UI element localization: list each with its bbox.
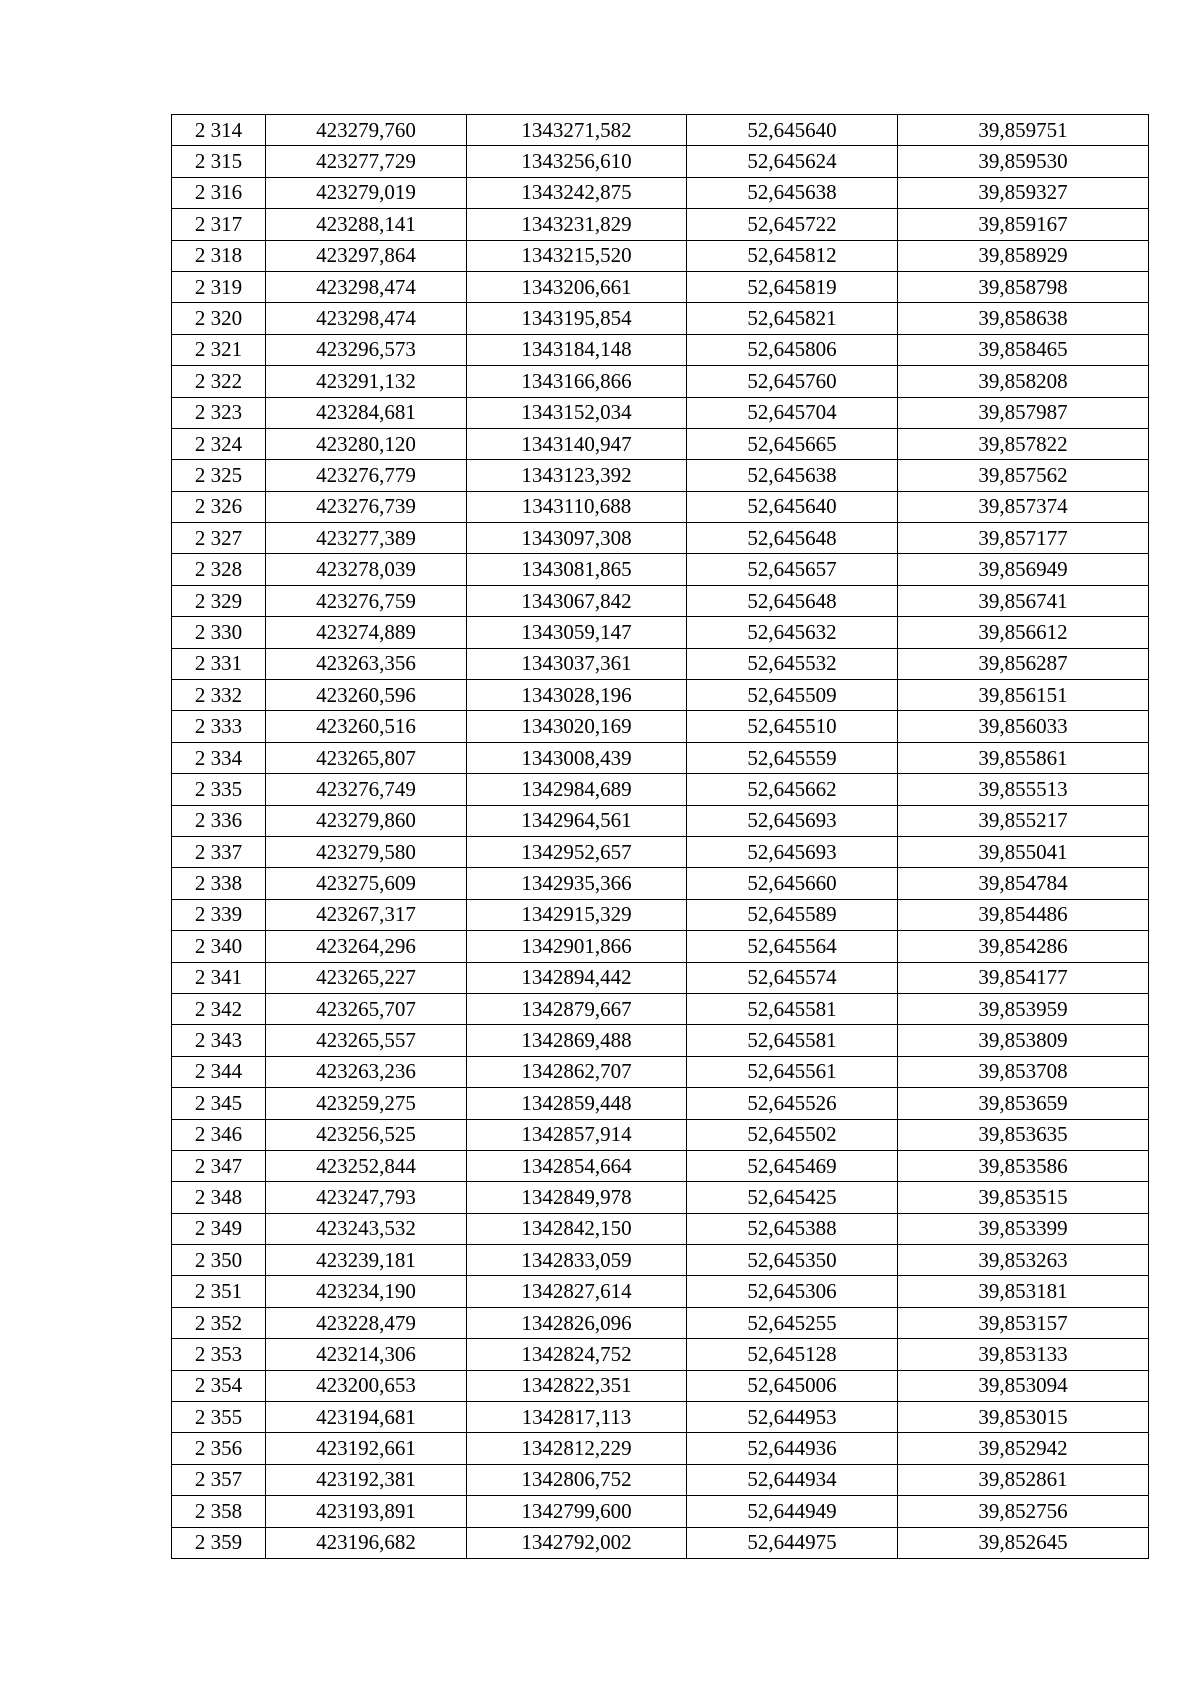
- coord-x-cell: 423259,275: [266, 1088, 467, 1119]
- longitude-cell: 39,853263: [898, 1245, 1149, 1276]
- latitude-cell: 52,645350: [687, 1245, 898, 1276]
- table-row: [172, 177, 1149, 208]
- table-row: [172, 1056, 1149, 1087]
- latitude-cell: 52,645502: [687, 1119, 898, 1150]
- point-number-cell: 2 355: [172, 1402, 266, 1433]
- latitude-cell: 52,645589: [687, 899, 898, 930]
- latitude-cell: 52,645722: [687, 209, 898, 240]
- coord-y-cell: 1343140,947: [467, 428, 687, 459]
- point-number-cell: 2 325: [172, 460, 266, 491]
- coord-y-cell: 1342859,448: [467, 1088, 687, 1119]
- point-number-cell: 2 346: [172, 1119, 266, 1150]
- longitude-cell: 39,853133: [898, 1339, 1149, 1370]
- point-number-cell: 2 340: [172, 931, 266, 962]
- longitude-cell: 39,857987: [898, 397, 1149, 428]
- latitude-cell: 52,645819: [687, 271, 898, 302]
- longitude-cell: 39,858929: [898, 240, 1149, 271]
- coord-x-cell: 423279,019: [266, 177, 467, 208]
- latitude-cell: 52,645469: [687, 1150, 898, 1181]
- longitude-cell: 39,858465: [898, 334, 1149, 365]
- coord-x-cell: 423274,889: [266, 617, 467, 648]
- coord-y-cell: 1343206,661: [467, 271, 687, 302]
- coord-y-cell: 1342901,866: [467, 931, 687, 962]
- point-number-cell: 2 332: [172, 680, 266, 711]
- table-row: [172, 397, 1149, 428]
- table-row: [172, 1307, 1149, 1338]
- point-number-cell: 2 344: [172, 1056, 266, 1087]
- coord-x-cell: 423277,389: [266, 523, 467, 554]
- coord-y-cell: 1342792,002: [467, 1527, 687, 1558]
- table-row: [172, 146, 1149, 177]
- point-number-cell: 2 351: [172, 1276, 266, 1307]
- latitude-cell: 52,645693: [687, 805, 898, 836]
- latitude-cell: 52,645306: [687, 1276, 898, 1307]
- longitude-cell: 39,855041: [898, 836, 1149, 867]
- latitude-cell: 52,644975: [687, 1527, 898, 1558]
- coord-y-cell: 1343028,196: [467, 680, 687, 711]
- coord-x-cell: 423288,141: [266, 209, 467, 240]
- longitude-cell: 39,856151: [898, 680, 1149, 711]
- coord-y-cell: 1342822,351: [467, 1370, 687, 1401]
- latitude-cell: 52,645640: [687, 115, 898, 146]
- point-number-cell: 2 326: [172, 491, 266, 522]
- coord-x-cell: 423279,860: [266, 805, 467, 836]
- coord-y-cell: 1342879,667: [467, 993, 687, 1024]
- coord-y-cell: 1342842,150: [467, 1213, 687, 1244]
- point-number-cell: 2 357: [172, 1464, 266, 1495]
- coord-y-cell: 1343110,688: [467, 491, 687, 522]
- longitude-cell: 39,854286: [898, 931, 1149, 962]
- table-row: [172, 742, 1149, 773]
- coord-x-cell: 423291,132: [266, 366, 467, 397]
- longitude-cell: 39,856287: [898, 648, 1149, 679]
- point-number-cell: 2 330: [172, 617, 266, 648]
- longitude-cell: 39,852756: [898, 1496, 1149, 1527]
- coord-y-cell: 1343242,875: [467, 177, 687, 208]
- coord-x-cell: 423298,474: [266, 271, 467, 302]
- coord-x-cell: 423284,681: [266, 397, 467, 428]
- table-row: [172, 585, 1149, 616]
- point-number-cell: 2 320: [172, 303, 266, 334]
- coord-x-cell: 423260,516: [266, 711, 467, 742]
- longitude-cell: 39,855513: [898, 774, 1149, 805]
- coord-x-cell: 423234,190: [266, 1276, 467, 1307]
- coord-y-cell: 1342894,442: [467, 962, 687, 993]
- table-row: [172, 1339, 1149, 1370]
- table-row: [172, 648, 1149, 679]
- coord-x-cell: 423192,661: [266, 1433, 467, 1464]
- point-number-cell: 2 334: [172, 742, 266, 773]
- coord-x-cell: 423239,181: [266, 1245, 467, 1276]
- point-number-cell: 2 343: [172, 1025, 266, 1056]
- coord-x-cell: 423280,120: [266, 428, 467, 459]
- point-number-cell: 2 339: [172, 899, 266, 930]
- latitude-cell: 52,645581: [687, 1025, 898, 1056]
- latitude-cell: 52,645704: [687, 397, 898, 428]
- coord-y-cell: 1342849,978: [467, 1182, 687, 1213]
- latitude-cell: 52,645812: [687, 240, 898, 271]
- longitude-cell: 39,853015: [898, 1402, 1149, 1433]
- point-number-cell: 2 328: [172, 554, 266, 585]
- coord-x-cell: 423277,729: [266, 146, 467, 177]
- latitude-cell: 52,645388: [687, 1213, 898, 1244]
- latitude-cell: 52,645510: [687, 711, 898, 742]
- point-number-cell: 2 349: [172, 1213, 266, 1244]
- coord-x-cell: 423214,306: [266, 1339, 467, 1370]
- coord-y-cell: 1343008,439: [467, 742, 687, 773]
- coord-y-cell: 1343059,147: [467, 617, 687, 648]
- longitude-cell: 39,853635: [898, 1119, 1149, 1150]
- table-row: [172, 240, 1149, 271]
- point-number-cell: 2 356: [172, 1433, 266, 1464]
- coord-y-cell: 1343067,842: [467, 585, 687, 616]
- latitude-cell: 52,644934: [687, 1464, 898, 1495]
- coord-x-cell: 423276,749: [266, 774, 467, 805]
- coord-x-cell: 423265,707: [266, 993, 467, 1024]
- longitude-cell: 39,857822: [898, 428, 1149, 459]
- longitude-cell: 39,853515: [898, 1182, 1149, 1213]
- coord-x-cell: 423275,609: [266, 868, 467, 899]
- coord-x-cell: 423243,532: [266, 1213, 467, 1244]
- point-number-cell: 2 358: [172, 1496, 266, 1527]
- point-number-cell: 2 335: [172, 774, 266, 805]
- latitude-cell: 52,645632: [687, 617, 898, 648]
- point-number-cell: 2 348: [172, 1182, 266, 1213]
- latitude-cell: 52,645648: [687, 585, 898, 616]
- coord-y-cell: 1343271,582: [467, 115, 687, 146]
- point-number-cell: 2 336: [172, 805, 266, 836]
- table-row: [172, 774, 1149, 805]
- coordinates-table-body: [172, 115, 1149, 1559]
- latitude-cell: 52,645657: [687, 554, 898, 585]
- coord-x-cell: 423194,681: [266, 1402, 467, 1433]
- longitude-cell: 39,853181: [898, 1276, 1149, 1307]
- coord-x-cell: 423297,864: [266, 240, 467, 271]
- latitude-cell: 52,644949: [687, 1496, 898, 1527]
- coordinates-table: [171, 114, 1149, 1559]
- longitude-cell: 39,852645: [898, 1527, 1149, 1558]
- coord-x-cell: 423276,759: [266, 585, 467, 616]
- point-number-cell: 2 333: [172, 711, 266, 742]
- point-number-cell: 2 329: [172, 585, 266, 616]
- point-number-cell: 2 321: [172, 334, 266, 365]
- point-number-cell: 2 345: [172, 1088, 266, 1119]
- coord-y-cell: 1343256,610: [467, 146, 687, 177]
- coord-y-cell: 1343020,169: [467, 711, 687, 742]
- coord-y-cell: 1342869,488: [467, 1025, 687, 1056]
- coord-x-cell: 423263,236: [266, 1056, 467, 1087]
- coord-y-cell: 1342799,600: [467, 1496, 687, 1527]
- point-number-cell: 2 352: [172, 1307, 266, 1338]
- latitude-cell: 52,645526: [687, 1088, 898, 1119]
- point-number-cell: 2 319: [172, 271, 266, 302]
- point-number-cell: 2 324: [172, 428, 266, 459]
- coord-x-cell: 423192,381: [266, 1464, 467, 1495]
- table-row: [172, 1213, 1149, 1244]
- point-number-cell: 2 327: [172, 523, 266, 554]
- table-row: [172, 554, 1149, 585]
- coord-y-cell: 1343184,148: [467, 334, 687, 365]
- table-row: [172, 1245, 1149, 1276]
- table-row: [172, 1182, 1149, 1213]
- table-row: [172, 617, 1149, 648]
- point-number-cell: 2 331: [172, 648, 266, 679]
- point-number-cell: 2 316: [172, 177, 266, 208]
- coord-x-cell: 423193,891: [266, 1496, 467, 1527]
- latitude-cell: 52,645665: [687, 428, 898, 459]
- longitude-cell: 39,853094: [898, 1370, 1149, 1401]
- coord-y-cell: 1343231,829: [467, 209, 687, 240]
- longitude-cell: 39,852861: [898, 1464, 1149, 1495]
- longitude-cell: 39,856612: [898, 617, 1149, 648]
- latitude-cell: 52,645574: [687, 962, 898, 993]
- longitude-cell: 39,857177: [898, 523, 1149, 554]
- table-row: [172, 1402, 1149, 1433]
- point-number-cell: 2 354: [172, 1370, 266, 1401]
- longitude-cell: 39,852942: [898, 1433, 1149, 1464]
- coord-y-cell: 1342817,113: [467, 1402, 687, 1433]
- coord-x-cell: 423200,653: [266, 1370, 467, 1401]
- latitude-cell: 52,645638: [687, 460, 898, 491]
- table-row: [172, 460, 1149, 491]
- latitude-cell: 52,645255: [687, 1307, 898, 1338]
- coord-y-cell: 1342964,561: [467, 805, 687, 836]
- coord-y-cell: 1343195,854: [467, 303, 687, 334]
- longitude-cell: 39,856741: [898, 585, 1149, 616]
- table-row: [172, 931, 1149, 962]
- table-row: [172, 115, 1149, 146]
- longitude-cell: 39,854486: [898, 899, 1149, 930]
- latitude-cell: 52,645760: [687, 366, 898, 397]
- latitude-cell: 52,644936: [687, 1433, 898, 1464]
- table-row: [172, 993, 1149, 1024]
- longitude-cell: 39,853708: [898, 1056, 1149, 1087]
- coord-y-cell: 1342984,689: [467, 774, 687, 805]
- point-number-cell: 2 350: [172, 1245, 266, 1276]
- table-row: [172, 209, 1149, 240]
- coord-y-cell: 1342854,664: [467, 1150, 687, 1181]
- table-row: [172, 1527, 1149, 1558]
- point-number-cell: 2 315: [172, 146, 266, 177]
- coord-y-cell: 1342952,657: [467, 836, 687, 867]
- latitude-cell: 52,645624: [687, 146, 898, 177]
- coord-y-cell: 1343097,308: [467, 523, 687, 554]
- table-row: [172, 271, 1149, 302]
- latitude-cell: 52,645561: [687, 1056, 898, 1087]
- coord-y-cell: 1343166,866: [467, 366, 687, 397]
- coord-y-cell: 1342826,096: [467, 1307, 687, 1338]
- coord-x-cell: 423296,573: [266, 334, 467, 365]
- coord-y-cell: 1342862,707: [467, 1056, 687, 1087]
- longitude-cell: 39,858638: [898, 303, 1149, 334]
- coord-x-cell: 423278,039: [266, 554, 467, 585]
- table-row: [172, 491, 1149, 522]
- coord-x-cell: 423260,596: [266, 680, 467, 711]
- latitude-cell: 52,645821: [687, 303, 898, 334]
- latitude-cell: 52,644953: [687, 1402, 898, 1433]
- table-row: [172, 1150, 1149, 1181]
- coord-y-cell: 1342935,366: [467, 868, 687, 899]
- latitude-cell: 52,645006: [687, 1370, 898, 1401]
- point-number-cell: 2 342: [172, 993, 266, 1024]
- table-row: [172, 1276, 1149, 1307]
- longitude-cell: 39,856949: [898, 554, 1149, 585]
- coord-y-cell: 1342915,329: [467, 899, 687, 930]
- longitude-cell: 39,857562: [898, 460, 1149, 491]
- coord-x-cell: 423228,479: [266, 1307, 467, 1338]
- table-row: [172, 1088, 1149, 1119]
- longitude-cell: 39,853959: [898, 993, 1149, 1024]
- coord-x-cell: 423247,793: [266, 1182, 467, 1213]
- latitude-cell: 52,645425: [687, 1182, 898, 1213]
- point-number-cell: 2 337: [172, 836, 266, 867]
- longitude-cell: 39,859530: [898, 146, 1149, 177]
- latitude-cell: 52,645509: [687, 680, 898, 711]
- longitude-cell: 39,857374: [898, 491, 1149, 522]
- latitude-cell: 52,645532: [687, 648, 898, 679]
- table-row: [172, 366, 1149, 397]
- table-row: [172, 1433, 1149, 1464]
- point-number-cell: 2 318: [172, 240, 266, 271]
- table-row: [172, 711, 1149, 742]
- latitude-cell: 52,645559: [687, 742, 898, 773]
- coord-x-cell: 423279,760: [266, 115, 467, 146]
- longitude-cell: 39,853586: [898, 1150, 1149, 1181]
- longitude-cell: 39,855217: [898, 805, 1149, 836]
- table-row: [172, 836, 1149, 867]
- coord-y-cell: 1343123,392: [467, 460, 687, 491]
- table-row: [172, 1119, 1149, 1150]
- point-number-cell: 2 338: [172, 868, 266, 899]
- coord-x-cell: 423298,474: [266, 303, 467, 334]
- longitude-cell: 39,859327: [898, 177, 1149, 208]
- longitude-cell: 39,853399: [898, 1213, 1149, 1244]
- coord-x-cell: 423252,844: [266, 1150, 467, 1181]
- table-row: [172, 303, 1149, 334]
- coord-x-cell: 423196,682: [266, 1527, 467, 1558]
- coord-y-cell: 1342857,914: [467, 1119, 687, 1150]
- longitude-cell: 39,853659: [898, 1088, 1149, 1119]
- latitude-cell: 52,645648: [687, 523, 898, 554]
- coord-x-cell: 423256,525: [266, 1119, 467, 1150]
- latitude-cell: 52,645640: [687, 491, 898, 522]
- coord-y-cell: 1342806,752: [467, 1464, 687, 1495]
- table-row: [172, 1370, 1149, 1401]
- latitude-cell: 52,645662: [687, 774, 898, 805]
- longitude-cell: 39,855861: [898, 742, 1149, 773]
- coord-x-cell: 423265,807: [266, 742, 467, 773]
- longitude-cell: 39,854177: [898, 962, 1149, 993]
- latitude-cell: 52,645806: [687, 334, 898, 365]
- table-row: [172, 868, 1149, 899]
- coord-x-cell: 423265,227: [266, 962, 467, 993]
- table-row: [172, 1496, 1149, 1527]
- coord-x-cell: 423276,779: [266, 460, 467, 491]
- longitude-cell: 39,856033: [898, 711, 1149, 742]
- coord-x-cell: 423264,296: [266, 931, 467, 962]
- table-row: [172, 962, 1149, 993]
- coord-x-cell: 423265,557: [266, 1025, 467, 1056]
- longitude-cell: 39,859167: [898, 209, 1149, 240]
- coord-y-cell: 1343081,865: [467, 554, 687, 585]
- table-row: [172, 1464, 1149, 1495]
- coord-y-cell: 1342812,229: [467, 1433, 687, 1464]
- coord-x-cell: 423263,356: [266, 648, 467, 679]
- point-number-cell: 2 314: [172, 115, 266, 146]
- point-number-cell: 2 323: [172, 397, 266, 428]
- longitude-cell: 39,859751: [898, 115, 1149, 146]
- point-number-cell: 2 347: [172, 1150, 266, 1181]
- latitude-cell: 52,645660: [687, 868, 898, 899]
- point-number-cell: 2 322: [172, 366, 266, 397]
- coord-y-cell: 1343152,034: [467, 397, 687, 428]
- point-number-cell: 2 359: [172, 1527, 266, 1558]
- coord-x-cell: 423279,580: [266, 836, 467, 867]
- table-row: [172, 428, 1149, 459]
- coord-y-cell: 1343037,361: [467, 648, 687, 679]
- latitude-cell: 52,645564: [687, 931, 898, 962]
- longitude-cell: 39,858798: [898, 271, 1149, 302]
- longitude-cell: 39,853157: [898, 1307, 1149, 1338]
- table-row: [172, 523, 1149, 554]
- coord-y-cell: 1342827,614: [467, 1276, 687, 1307]
- table-row: [172, 1025, 1149, 1056]
- longitude-cell: 39,853809: [898, 1025, 1149, 1056]
- longitude-cell: 39,854784: [898, 868, 1149, 899]
- latitude-cell: 52,645128: [687, 1339, 898, 1370]
- table-row: [172, 899, 1149, 930]
- latitude-cell: 52,645693: [687, 836, 898, 867]
- coord-y-cell: 1342824,752: [467, 1339, 687, 1370]
- latitude-cell: 52,645638: [687, 177, 898, 208]
- longitude-cell: 39,858208: [898, 366, 1149, 397]
- point-number-cell: 2 353: [172, 1339, 266, 1370]
- table-row: [172, 334, 1149, 365]
- coord-y-cell: 1342833,059: [467, 1245, 687, 1276]
- coord-y-cell: 1343215,520: [467, 240, 687, 271]
- coord-x-cell: 423276,739: [266, 491, 467, 522]
- coord-x-cell: 423267,317: [266, 899, 467, 930]
- table-row: [172, 680, 1149, 711]
- point-number-cell: 2 317: [172, 209, 266, 240]
- point-number-cell: 2 341: [172, 962, 266, 993]
- table-row: [172, 805, 1149, 836]
- latitude-cell: 52,645581: [687, 993, 898, 1024]
